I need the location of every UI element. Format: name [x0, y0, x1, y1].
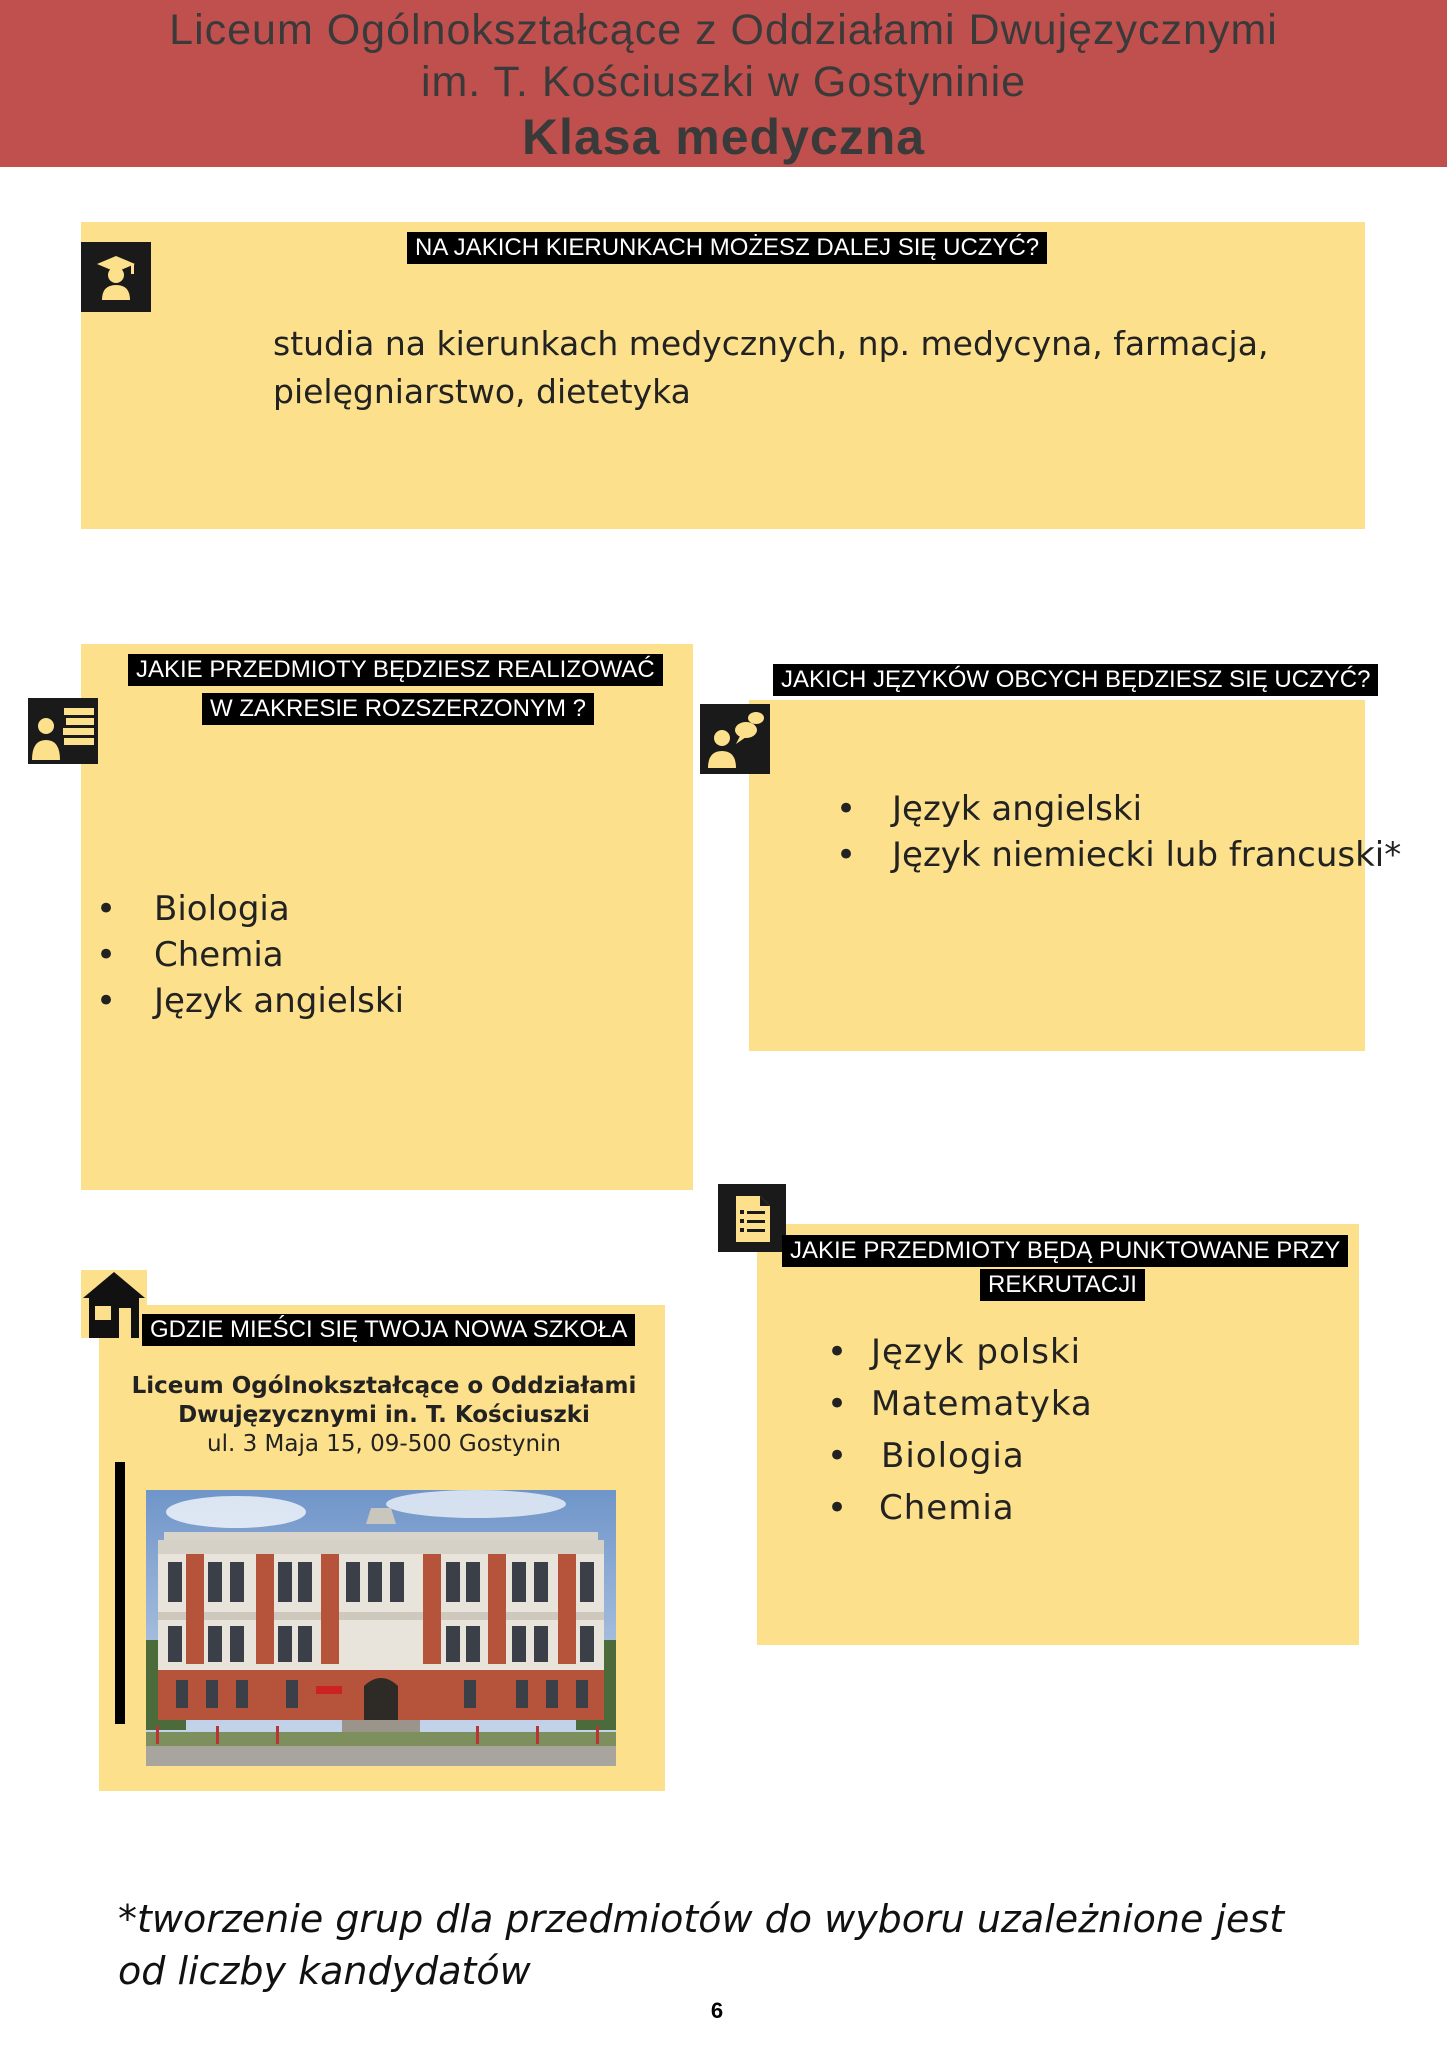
- list-item: • Chemia: [827, 1488, 1015, 1528]
- school-address: ul. 3 Maja 15, 09-500 Gostynin: [207, 1431, 561, 1457]
- accent-bar: [115, 1462, 125, 1724]
- page-number: 6: [710, 1998, 724, 2023]
- list-item: • Język polski: [827, 1332, 1082, 1372]
- list-item: • Biologia: [827, 1436, 1025, 1476]
- page-header: [0, 0, 1447, 167]
- study-text-line-2: pielęgniarstwo, dietetyka: [273, 372, 691, 411]
- extended-label-line-2: W ZAKRESIE ROZSZERZONYM ?: [202, 693, 594, 725]
- languages-list: [836, 786, 1401, 878]
- extended-label-line-1: JAKIE PRZEDMIOTY BĘDZIESZ REALIZOWAĆ: [128, 654, 663, 686]
- school-label: GDZIE MIEŚCI SIĘ TWOJA NOWA SZKOŁA: [142, 1314, 635, 1346]
- speech-person-icon: [700, 704, 770, 774]
- header-school-name: Liceum Ogólnokształcące z Oddziałami Dwujęzycznymi: [169, 6, 1278, 54]
- footnote-line-1: *tworzenie grup dla przedmiotów do wyboru uzależnione jest: [118, 1897, 1285, 1941]
- scored-label-line-2: REKRUTACJI: [980, 1269, 1145, 1301]
- student-books-icon: [28, 698, 98, 764]
- study-text-line-1: studia na kierunkach medycznych, np. medycyna, farmacja,: [273, 324, 1269, 363]
- scored-subject-list: [827, 1326, 1093, 1534]
- school-address-block: [118, 1372, 650, 1459]
- footnote-line-2: od liczby kandydatów: [118, 1949, 531, 1993]
- extended-subject-list: [96, 886, 404, 1024]
- list-item: • Biologia: [96, 889, 290, 929]
- list-item: • Chemia: [96, 935, 284, 975]
- languages-label: JAKICH JĘZYKÓW OBCYCH BĘDZIESZ SIĘ UCZYĆ?: [773, 664, 1378, 696]
- header-class-title: Klasa medyczna: [521, 109, 926, 165]
- list-item: • Język angielski: [836, 789, 1143, 829]
- house-icon: [81, 1270, 147, 1338]
- study-label: NA JAKICH KIERUNKACH MOŻESZ DALEJ SIĘ UCZYĆ?: [407, 232, 1047, 264]
- list-item: • Język niemiecki lub francuski*: [836, 835, 1402, 875]
- footnote: [118, 1893, 1284, 1997]
- scored-label-line-1: JAKIE PRZEDMIOTY BĘDĄ PUNKTOWANE PRZY: [782, 1235, 1348, 1267]
- school-building-photo: [146, 1490, 616, 1766]
- school-name-line-2: Dwujęzycznymi in. T. Kościuszki: [178, 1402, 590, 1428]
- header-school-patron: im. T. Kościuszki w Gostyninie: [420, 58, 1027, 106]
- list-item: • Język angielski: [96, 981, 405, 1021]
- checklist-icon: [718, 1184, 786, 1252]
- graduate-icon: [81, 242, 151, 312]
- school-name-line-1: Liceum Ogólnokształcące o Oddziałami: [131, 1373, 637, 1399]
- study-text: [273, 320, 1268, 416]
- list-item: • Matematyka: [827, 1384, 1093, 1424]
